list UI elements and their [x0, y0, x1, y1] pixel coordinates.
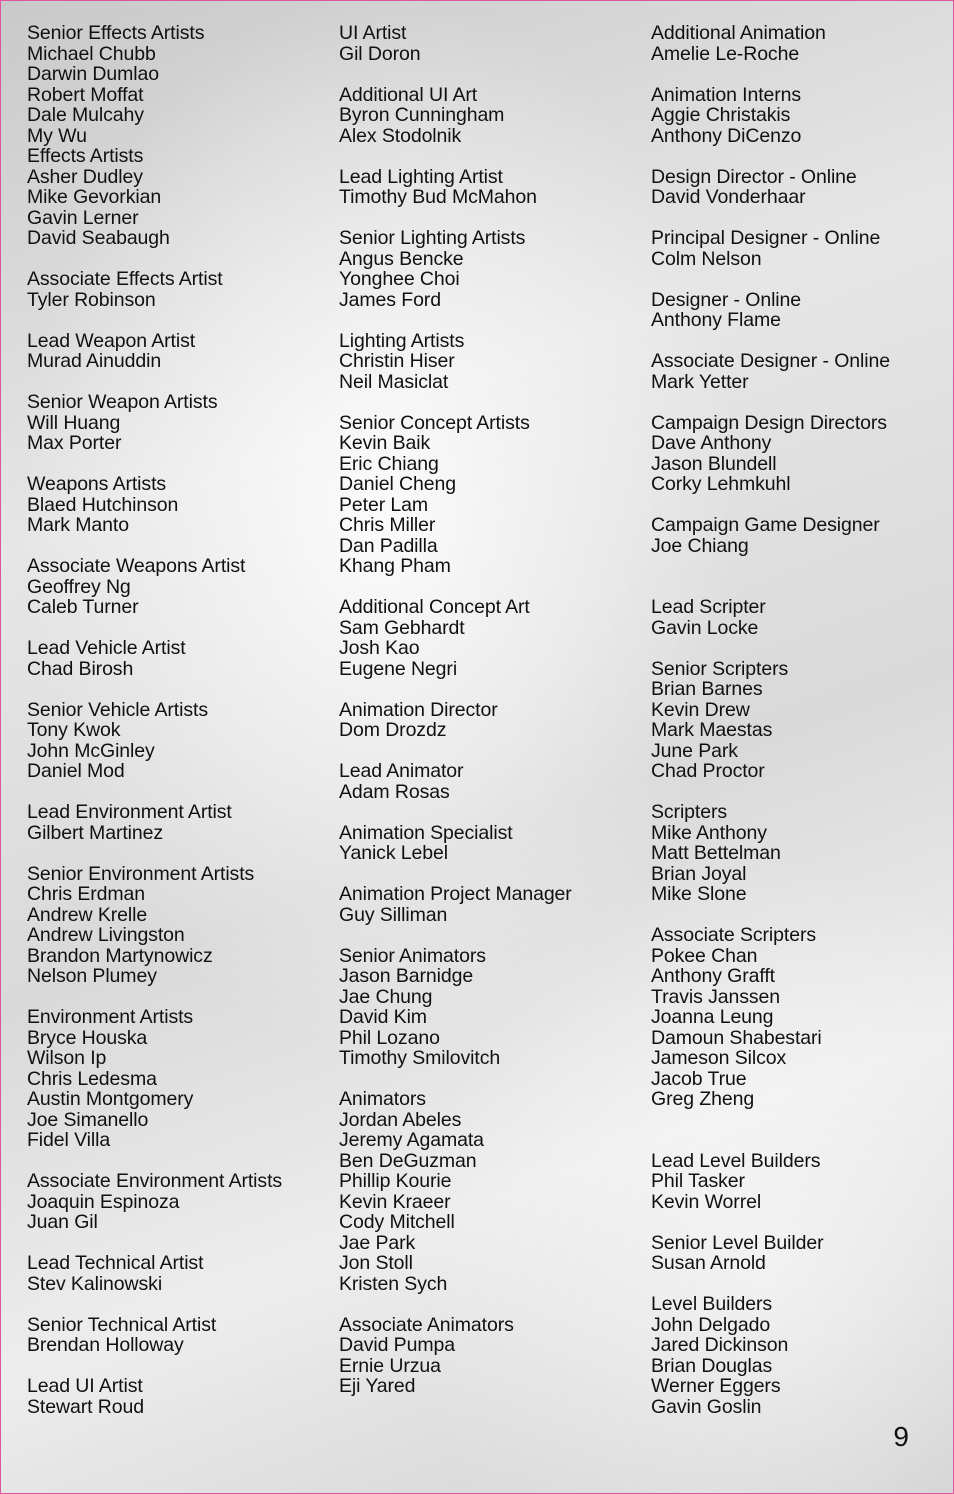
credit-line: Dom Drozdz	[339, 719, 447, 741]
credit-line: Mike Gevorkian	[27, 186, 162, 208]
credit-line: Mark Manto	[27, 514, 129, 536]
credit-line: Werner Eggers	[651, 1375, 781, 1397]
credit-line: Campaign Game Designer	[651, 514, 880, 536]
page-number: 9	[893, 1421, 909, 1452]
credit-line: David Vonderhaar	[651, 186, 806, 208]
credit-line: Gavin Locke	[651, 616, 759, 639]
credit-line: Josh Kao	[339, 637, 420, 659]
credit-line: Sam Gebhardt	[339, 616, 465, 639]
spacer-line	[339, 64, 639, 85]
credit-line: Brian Douglas	[651, 1354, 773, 1377]
spacer-line	[651, 208, 951, 229]
spacer-line	[651, 495, 951, 516]
credit-line: Christin Hiser	[339, 350, 455, 372]
credit-line: Mike Slone	[651, 883, 747, 905]
credit-line: Jae Park	[339, 1231, 416, 1254]
credit-line: Designer - Online	[651, 288, 802, 311]
credit-line: Brian Barnes	[651, 678, 763, 700]
credit-line: John Delgado	[651, 1313, 771, 1336]
spacer-line	[651, 1130, 951, 1151]
credit-line: Chad Proctor	[651, 760, 765, 782]
credit-line: Angus Bencke	[339, 247, 464, 270]
credit-line: Nelson Plumey	[27, 965, 157, 987]
credit-line: Dan Padilla	[339, 534, 438, 557]
credit-line: Joaquin Espinoza	[27, 1190, 180, 1213]
spacer-line	[651, 392, 951, 413]
credit-line: Jon Stoll	[339, 1252, 413, 1274]
spacer-line	[651, 577, 951, 598]
credit-line: David Seabaugh	[27, 227, 170, 249]
credit-line: Jeremy Agamata	[339, 1129, 484, 1151]
credit-line: Additional Concept Art	[339, 596, 530, 618]
credit-line: Jacob True	[651, 1067, 747, 1090]
credit-line: Senior Technical Artist	[27, 1313, 217, 1336]
credit-line: Mark Maestas	[651, 719, 773, 741]
spacer-line	[339, 864, 639, 885]
credit-line: Kevin Drew	[651, 698, 750, 721]
spacer-line	[27, 987, 327, 1008]
credit-line: Brandon Martynowicz	[27, 944, 213, 967]
spacer-line	[651, 1274, 951, 1295]
credit-line: Senior Vehicle Artists	[27, 698, 208, 721]
credit-line: Byron Cunningham	[339, 104, 505, 126]
credit-line: Scripters	[651, 801, 728, 823]
credit-line: Travis Janssen	[651, 985, 781, 1008]
credit-line: Stev Kalinowski	[27, 1272, 163, 1295]
credit-line: Chris Miller	[339, 514, 436, 536]
credit-line: Campaign Design Directors	[651, 411, 887, 434]
credit-line: Colm Nelson	[651, 247, 762, 270]
credit-line: Senior Scripters	[651, 657, 789, 680]
credit-line: Associate Animators	[339, 1313, 514, 1336]
credit-line: Cody Mitchell	[339, 1211, 455, 1233]
credit-line: Yonghee Choi	[339, 268, 460, 290]
credit-line: Lead Level Builders	[651, 1149, 821, 1172]
credit-line: Yanick Lebel	[339, 842, 449, 864]
credit-line: Pokee Chan	[651, 944, 758, 967]
credit-line: Phillip Kourie	[339, 1170, 452, 1192]
credit-line: Andrew Livingston	[27, 924, 185, 946]
credit-line: Eugene Negri	[339, 657, 458, 680]
credit-line: Animation Specialist	[339, 821, 513, 844]
credit-line: Associate Scripters	[651, 924, 816, 946]
credit-line: Jason Barnidge	[339, 965, 474, 987]
credit-line: John McGinley	[27, 739, 155, 762]
credit-line: Daniel Cheng	[339, 473, 456, 495]
credit-line: Lead UI Artist	[27, 1375, 143, 1397]
credit-line: David Pumpa	[339, 1334, 455, 1356]
credit-line: Mike Anthony	[651, 821, 767, 844]
credit-line: Murad Ainuddin	[27, 350, 162, 372]
credit-line: Senior Level Builder	[651, 1231, 824, 1254]
credit-line: Joanna Leung	[651, 1006, 774, 1028]
credit-line: Aggie Christakis	[651, 104, 791, 126]
credit-line: Brendan Holloway	[27, 1334, 184, 1356]
credit-line: Caleb Turner	[27, 596, 139, 618]
credit-line: Wilson Ip	[27, 1047, 107, 1069]
credit-line: Austin Montgomery	[27, 1088, 194, 1110]
credit-line: My Wu	[27, 124, 87, 147]
spacer-line	[651, 269, 951, 290]
credit-line: Blaed Hutchinson	[27, 493, 179, 516]
spacer-line	[651, 64, 951, 85]
credit-line: Joe Chiang	[651, 534, 749, 557]
credit-line: Damoun Shabestari	[651, 1026, 822, 1049]
credit-line: Associate Designer - Online	[651, 350, 890, 372]
credit-line: Animators	[339, 1088, 426, 1110]
credit-line: Geoffrey Ng	[27, 575, 131, 598]
credit-line: Brian Joyal	[651, 862, 747, 885]
credit-line: Lead Lighting Artist	[339, 165, 503, 188]
credit-line: Associate Effects Artist	[27, 268, 223, 290]
spacer-line	[339, 1069, 639, 1090]
credit-line: Animation Director	[339, 698, 498, 721]
credit-line: Lead Vehicle Artist	[27, 637, 186, 659]
credit-line: Neil Masiclat	[339, 370, 449, 393]
spacer-line	[339, 802, 639, 823]
credit-line: Adam Rosas	[339, 780, 450, 803]
credit-line: Associate Environment Artists	[27, 1170, 283, 1192]
spacer-line	[651, 638, 951, 659]
credit-line: Gil Doron	[339, 42, 421, 65]
spacer-line	[339, 1294, 639, 1315]
credit-line: Jared Dickinson	[651, 1334, 789, 1356]
credit-line: Michael Chubb	[27, 42, 156, 65]
credit-line: Lead Weapon Artist	[27, 329, 196, 352]
credit-line: Tyler Robinson	[27, 288, 156, 311]
credit-line: Kristen Sych	[339, 1272, 448, 1295]
credit-line: Peter Lam	[339, 493, 429, 516]
spacer-line	[27, 679, 327, 700]
credit-line: Senior Weapon Artists	[27, 391, 218, 413]
spacer-line	[339, 577, 639, 598]
credit-line: Principal Designer - Online	[651, 227, 881, 249]
credit-line: Mark Yetter	[651, 370, 749, 393]
spacer-line	[651, 146, 951, 167]
credit-line: Amelie Le-Roche	[651, 42, 800, 65]
spacer-line	[27, 1233, 327, 1254]
credit-line: Gavin Goslin	[651, 1395, 762, 1418]
credit-line: June Park	[651, 739, 738, 762]
spacer-line	[27, 1151, 327, 1172]
credit-line: Associate Weapons Artist	[27, 555, 246, 577]
spacer-line	[27, 454, 327, 475]
credit-line: Weapons Artists	[27, 473, 167, 495]
credit-line: David Kim	[339, 1006, 427, 1028]
spacer-line	[339, 146, 639, 167]
credit-line: Lead Environment Artist	[27, 801, 232, 823]
spacer-line	[27, 1356, 327, 1377]
credit-line: Jameson Silcox	[651, 1047, 787, 1069]
credit-line: Susan Arnold	[651, 1252, 766, 1274]
credit-line: Max Porter	[27, 432, 122, 454]
credit-line: Timothy Smilovitch	[339, 1047, 501, 1069]
credit-line: Chris Erdman	[27, 883, 145, 905]
credit-line: Eji Yared	[339, 1375, 416, 1397]
credit-line: Timothy Bud McMahon	[339, 186, 537, 208]
credit-line: Animation Project Manager	[339, 883, 572, 905]
credit-line: Lighting Artists	[339, 329, 465, 352]
spacer-line	[27, 1294, 327, 1315]
spacer-line	[339, 310, 639, 331]
spacer-line	[651, 331, 951, 352]
credit-line: Stewart Roud	[27, 1395, 144, 1418]
credit-line: Level Builders	[651, 1293, 773, 1315]
credit-line: Kevin Baik	[339, 432, 431, 454]
spacer-line	[651, 782, 951, 803]
credit-line: Khang Pham	[339, 555, 451, 577]
credit-line: Gavin Lerner	[27, 206, 139, 229]
spacer-line	[27, 782, 327, 803]
spacer-line	[27, 310, 327, 331]
credit-line: Fidel Villa	[27, 1129, 111, 1151]
credit-line: Kevin Kraeer	[339, 1190, 451, 1213]
spacer-line	[339, 679, 639, 700]
credit-line: Lead Technical Artist	[27, 1252, 204, 1274]
credit-line: Senior Animators	[339, 944, 486, 967]
credit-line: Lead Scripter	[651, 596, 766, 618]
spacer-line	[339, 392, 639, 413]
credit-line: Matt Bettelman	[651, 842, 781, 864]
credit-line: Senior Concept Artists	[339, 411, 530, 434]
spacer-line	[339, 925, 639, 946]
credit-line: Phil Tasker	[651, 1170, 745, 1192]
credit-line: Dave Anthony	[651, 432, 772, 454]
credit-line: Senior Lighting Artists	[339, 227, 526, 249]
spacer-line	[651, 905, 951, 926]
credit-line: Will Huang	[27, 411, 121, 434]
credit-line: Chad Birosh	[27, 657, 134, 680]
credit-line: Jae Chung	[339, 985, 433, 1008]
spacer-line	[27, 249, 327, 270]
credit-line: Effects Artists	[27, 145, 144, 167]
credit-line: Lead Animator	[339, 760, 464, 782]
spacer-line	[339, 208, 639, 229]
credit-line: Senior Effects Artists	[27, 22, 205, 44]
spacer-line	[651, 556, 951, 577]
credit-line: Ernie Urzua	[339, 1354, 441, 1377]
credit-line: Additional UI Art	[339, 83, 478, 106]
spacer-line	[27, 372, 327, 393]
credit-line: Anthony Grafft	[651, 965, 775, 987]
credit-line: Asher Dudley	[27, 165, 143, 188]
credit-line: Additional Animation	[651, 22, 826, 44]
credits-column-2	[339, 23, 639, 1397]
credit-line: Greg Zheng	[651, 1088, 755, 1110]
credit-line: Kevin Worrel	[651, 1190, 762, 1213]
credit-line: Design Director - Online	[651, 165, 857, 188]
credit-line: Guy Silliman	[339, 903, 448, 926]
spacer-line	[27, 536, 327, 557]
credit-line: Senior Environment Artists	[27, 862, 255, 885]
credit-line: Gilbert Martinez	[27, 821, 164, 844]
credit-line: Juan Gil	[27, 1211, 98, 1233]
spacer-line	[27, 618, 327, 639]
credit-line: Anthony Flame	[651, 309, 781, 331]
credit-line: Environment Artists	[27, 1006, 194, 1028]
credit-line: UI Artist	[339, 22, 407, 44]
credit-line: Eric Chiang	[339, 452, 439, 475]
spacer-line	[651, 1212, 951, 1233]
credit-line: Tony Kwok	[27, 719, 121, 741]
credit-line: Dale Mulcahy	[27, 104, 144, 126]
credit-line: Chris Ledesma	[27, 1067, 157, 1090]
spacer-line	[651, 1110, 951, 1131]
credit-line: Alex Stodolnik	[339, 124, 462, 147]
credit-line: Animation Interns	[651, 83, 802, 106]
credit-line: Ben DeGuzman	[339, 1149, 477, 1172]
credit-line: Corky Lehmkuhl	[651, 473, 791, 495]
spacer-line	[27, 843, 327, 864]
spacer-line	[339, 741, 639, 762]
credit-line: Jason Blundell	[651, 452, 777, 475]
credit-line: Andrew Krelle	[27, 903, 148, 926]
credit-line: Phil Lozano	[339, 1026, 440, 1049]
credit-line: Joe Simanello	[27, 1108, 149, 1131]
credits-column-1	[27, 23, 327, 1417]
credits-column-3	[651, 23, 951, 1417]
credit-line: Darwin Dumlao	[27, 63, 159, 85]
credit-line: Robert Moffat	[27, 83, 144, 106]
credit-line: Daniel Mod	[27, 760, 125, 782]
credit-line: Bryce Houska	[27, 1026, 148, 1049]
credit-line: Anthony DiCenzo	[651, 124, 802, 147]
credit-line: James Ford	[339, 288, 441, 311]
credit-line: Jordan Abeles	[339, 1108, 462, 1131]
